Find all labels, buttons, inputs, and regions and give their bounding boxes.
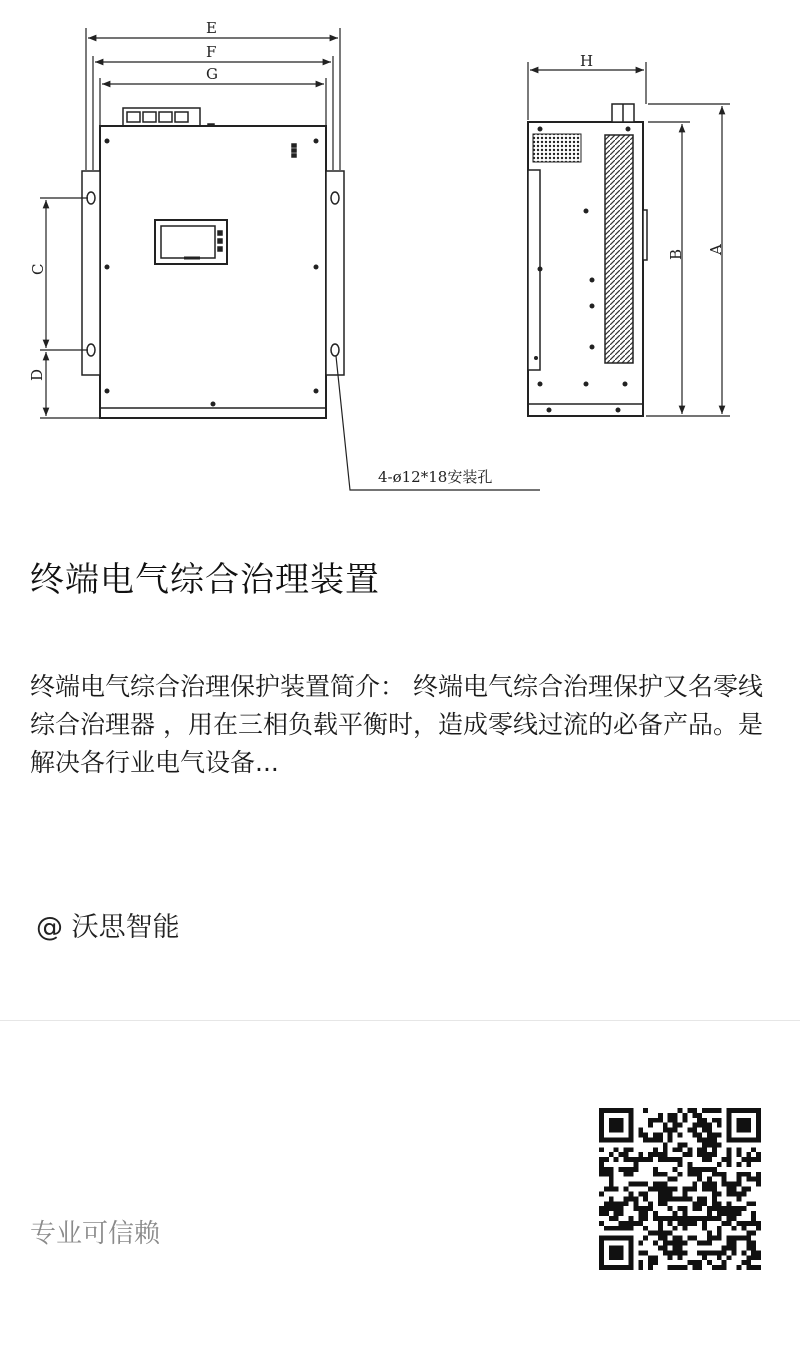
dimension-label-b: B xyxy=(667,248,685,260)
article-description[interactable]: 终端电气综合治理保护装置简介： 终端电气综合治理保护又名零线综合治理器 ，用在三相负载平衡时，造成零线过流的必备产品。是解决各行业电气设备... xyxy=(30,672,763,777)
divider xyxy=(0,1020,800,1021)
dimension-label-g: G xyxy=(206,65,218,83)
dimension-label-e: E xyxy=(206,19,217,37)
author-name[interactable]: @ 沃思智能 xyxy=(36,912,180,943)
dimension-label-a: A xyxy=(707,244,725,255)
dimension-label-h: H xyxy=(580,52,594,70)
mounting-hole-note: 4-ø12*18安装孔 xyxy=(378,468,493,486)
product-dimension-diagram xyxy=(0,0,800,520)
article-title: 终端电气综合治理装置 xyxy=(30,560,380,600)
slogan: 专业可信赖 xyxy=(30,1219,161,1249)
front-view xyxy=(82,108,344,418)
side-view xyxy=(528,104,647,416)
dimension-label-d: D xyxy=(28,368,46,381)
dimension-label-c: C xyxy=(29,263,47,275)
qr-code-icon xyxy=(599,1108,761,1270)
dimension-label-f: F xyxy=(206,43,217,61)
